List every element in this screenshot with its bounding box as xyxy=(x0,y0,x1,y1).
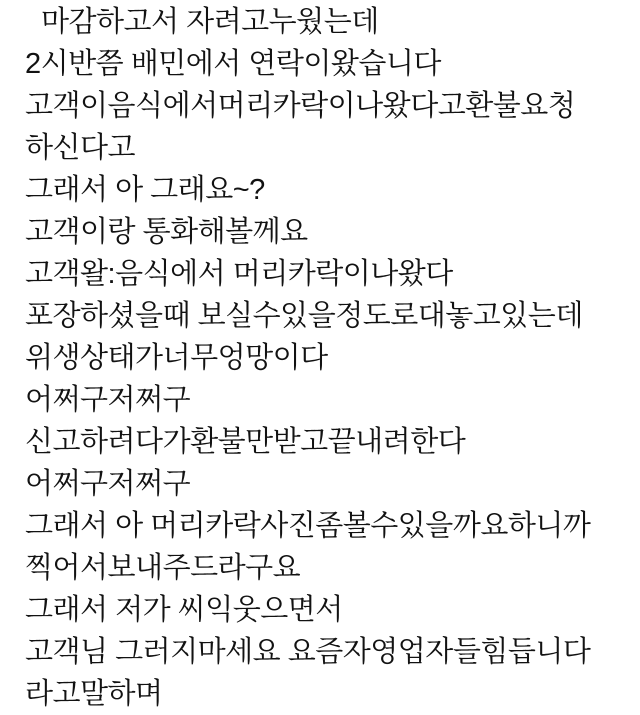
text-line: 하신다고 xyxy=(25,132,136,164)
text-line: 라고말하며 xyxy=(25,678,163,710)
text-line: 신고하려다가환불만받고끝내려한다 xyxy=(25,426,466,458)
text-line: 고객님 그러지마세요 요즘자영업자들힘듭니다 xyxy=(25,636,591,668)
text-line: 고객이음식에서머리카락이나왔다고환불요청 xyxy=(25,90,576,122)
text-line: 어쩌구저쩌구 xyxy=(25,384,191,416)
text-line: 2시반쯤 배민에서 연락이왔습니다 xyxy=(25,48,441,80)
text-line: 고객왈:음식에서 머리카락이나왔다 xyxy=(25,258,453,290)
text-line: 마감하고서 자려고누웠는데 xyxy=(41,6,379,38)
text-line: 포장하셨을때 보실수있을정도로대놓고있는데 xyxy=(25,300,583,332)
text-line: 그래서 아 그래요~? xyxy=(25,174,265,206)
text-line: 그래서 아 머리카락사진좀볼수있을까요하니까 xyxy=(25,510,591,542)
text-line: 그래서 저가 씨익웃으면서 xyxy=(25,594,343,626)
text-line: 어쩌구저쩌구 xyxy=(25,468,191,500)
text-line: 고객이랑 통화해볼께요 xyxy=(25,216,308,248)
text-line: 찍어서보내주드라구요 xyxy=(25,552,301,584)
text-line: 위생상태가너무엉망이다 xyxy=(25,342,328,374)
